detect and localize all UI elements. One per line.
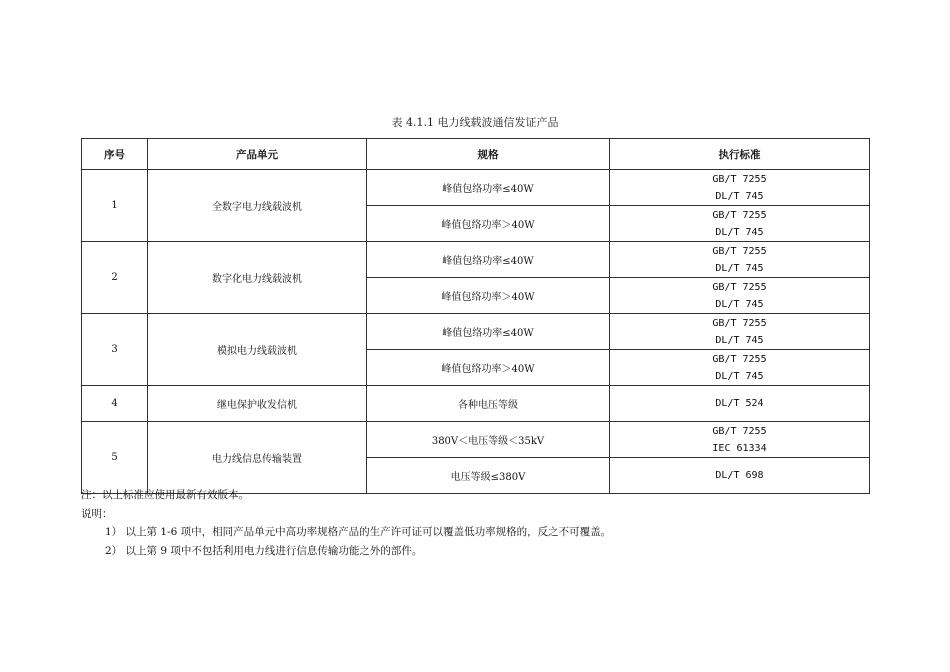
cell-standard (610, 206, 870, 242)
header-spec: 规格 (367, 139, 610, 170)
cell-spec: 峰值包络功率≤40W (367, 314, 610, 350)
table-row (82, 170, 870, 206)
standard-code: GB/T 7255 (712, 425, 767, 437)
standard-code: DL/T 698 (715, 470, 764, 481)
table-caption: 表 4.1.1 电力线载波通信发证产品 (391, 116, 559, 129)
standard-code: DL/T 745 (715, 190, 764, 202)
cell-seq: 5 (82, 422, 148, 494)
cell-spec: 峰值包络功率＞40W (367, 278, 610, 314)
cell-seq: 4 (82, 386, 148, 422)
standard-code: DL/T 524 (715, 398, 764, 409)
standard-code: DL/T 745 (715, 334, 764, 346)
table-row (82, 422, 870, 458)
standard-code: IEC 61334 (712, 442, 767, 454)
explain-label: 说明： (81, 507, 113, 520)
cell-standard (610, 422, 870, 458)
cell-product-unit: 数字化电力线载波机 (148, 242, 367, 314)
product-table (81, 138, 870, 494)
standard-code: GB/T 7255 (712, 353, 767, 365)
notes-section (81, 486, 611, 560)
note-text: 注：以上标准应使用最新有效版本。 (81, 489, 249, 501)
cell-standard (610, 458, 870, 494)
cell-seq: 1 (82, 170, 148, 242)
standard-code: GB/T 7255 (712, 245, 767, 257)
cell-spec: 峰值包络功率≤40W (367, 242, 610, 278)
cell-product-unit: 模拟电力线载波机 (148, 314, 367, 386)
standard-code: GB/T 7255 (712, 173, 767, 185)
standard-code: DL/T 745 (715, 226, 764, 238)
header-seq: 序号 (82, 139, 148, 170)
table-body (82, 170, 870, 494)
cell-standard (610, 350, 870, 386)
standard-code: DL/T 745 (715, 262, 764, 274)
cell-spec: 峰值包络功率＞40W (367, 350, 610, 386)
cell-standard (610, 278, 870, 314)
cell-standard (610, 386, 870, 422)
cell-seq: 3 (82, 314, 148, 386)
cell-standard (610, 314, 870, 350)
cell-spec: 电压等级≤380V (367, 458, 610, 494)
table-row (82, 386, 870, 422)
cell-spec: 峰值包络功率≤40W (367, 170, 610, 206)
header-unit: 产品单元 (148, 139, 367, 170)
standard-code: DL/T 745 (715, 298, 764, 310)
cell-seq: 2 (82, 242, 148, 314)
cell-spec: 各种电压等级 (367, 386, 610, 422)
standard-code: GB/T 7255 (712, 281, 767, 293)
table-header-row (82, 139, 870, 170)
standard-code: GB/T 7255 (712, 317, 767, 329)
cell-spec: 峰值包络功率＞40W (367, 206, 610, 242)
standard-code: GB/T 7255 (712, 209, 767, 221)
header-std: 执行标准 (610, 139, 870, 170)
standard-code: DL/T 745 (715, 370, 764, 382)
cell-spec: 380V＜电压等级＜35kV (367, 422, 610, 458)
cell-standard (610, 242, 870, 278)
cell-product-unit: 继电保护收发信机 (148, 386, 367, 422)
explain-item-1: 1） 以上第 1-6 项中，相同产品单元中高功率规格产品的生产许可证可以覆盖低功率规格的，反之不可覆盖。 (105, 526, 612, 538)
table-row (82, 242, 870, 278)
cell-product-unit: 全数字电力线载波机 (148, 170, 367, 242)
cell-standard (610, 170, 870, 206)
table-row (82, 314, 870, 350)
cell-product-unit: 电力线信息传输装置 (148, 422, 367, 494)
explain-item-2: 2） 以上第 9 项中不包括利用电力线进行信息传输功能之外的部件。 (105, 544, 423, 557)
